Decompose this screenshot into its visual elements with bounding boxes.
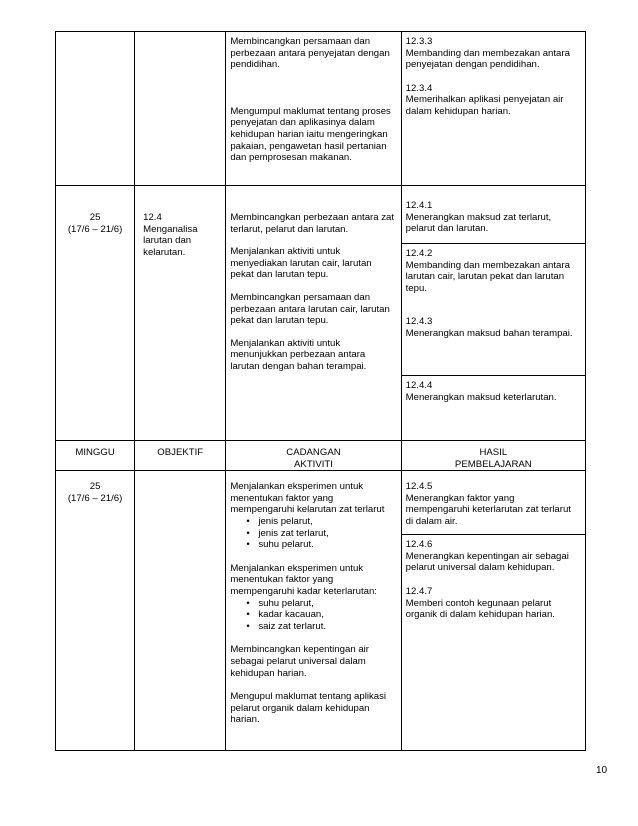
header-minggu: MINGGU: [56, 441, 135, 471]
header-hasil-pembelajaran: [401, 441, 585, 471]
activity-text: Menjalankan aktiviti untuk menunjukkan perbezaan antara larutan dengan bahan terampai.: [230, 337, 367, 372]
objective-cell: [135, 471, 226, 751]
activity-text: Menjalankan eksperimen untuk menentukan faktor yang mempengaruhi kelarutan zat terlarut: [230, 481, 385, 516]
week-dates: (17/6 – 21/6): [67, 223, 123, 235]
outcome-code: 12.4.5: [405, 481, 433, 493]
activity-text: Membincangkan persamaan dan perbezaan antara larutan cair, larutan pekat dan larutan tepu.: [230, 291, 390, 327]
table-row: [56, 32, 586, 186]
week-cell: [56, 186, 135, 441]
outcome-cell: [401, 186, 585, 441]
header-text: HASIL: [479, 447, 508, 458]
table-row: [56, 186, 586, 441]
outcome-text: Membanding dan membezakan antara penyejatan dengan pendidihan.: [405, 47, 570, 71]
week-dates: (17/6 – 21/6): [67, 492, 123, 504]
activity-text: Mengumpul maklumat tentang proses penyejatan dan aplikasinya dalam kehidupan harian iaitu mengeringkan pakaian, pengawetan hasil pertanian dan pemprosesan makanan.: [230, 105, 391, 164]
outcome-code: 12.4.6: [405, 539, 433, 551]
outcome-text: Memberi contoh kegunaan pelarut organik di dalam kehidupan harian.: [405, 597, 555, 621]
activity-cell: [226, 471, 401, 751]
factor-list: [230, 598, 396, 633]
activity-cell: [226, 32, 401, 186]
header-text: AKTIVITI: [294, 458, 333, 470]
list-item: • saiz zat terlarut.: [258, 621, 396, 633]
outcome-code: 12.4.2: [405, 248, 433, 259]
outcome-text: Menerangkan kepentingan air sebagai pelarut universal dalam kehidupan.: [405, 550, 569, 574]
lesson-plan-table: [55, 31, 586, 751]
header-text: PEMBELAJARAN: [454, 458, 532, 470]
outcome-text: Menerangkan faktor yang mempengaruhi keterlarutan zat terlarut di dalam air.: [405, 492, 571, 527]
list-item: • jenis pelarut,: [258, 516, 396, 528]
activity-text: Menjalankan eksperimen untuk menentukan faktor yang mempengaruhi kadar keterlarutan:: [230, 562, 377, 597]
week-number: 25: [89, 212, 101, 223]
outcome-code: 12.4.3: [405, 316, 433, 328]
outcome-text: Menerangkan maksud zat terlarut, pelarut dan larutan.: [405, 211, 552, 235]
header-objektif: OBJEKTIF: [135, 441, 226, 471]
week-cell: [56, 471, 135, 751]
outcome-cell: [401, 471, 585, 751]
activity-text: Menjalankan aktiviti untuk menyediakan larutan cair, larutan pekat dan larutan tepu.: [230, 246, 372, 281]
outcome-code: 12.4.7: [405, 585, 433, 597]
activity-cell: [226, 186, 401, 441]
outcome-text: Menerangkan maksud keterlarutan.: [405, 391, 557, 403]
table-header-row: [56, 441, 586, 471]
week-number: 25: [89, 481, 101, 493]
objective-cell: [135, 186, 226, 441]
activity-text: Membincangkan kepentingan air sebagai pelarut universal dalam kehidupan harian.: [230, 644, 369, 679]
outcome-text: Memerihalkan aplikasi penyejatan air dalam kehidupan harian.: [405, 94, 564, 117]
outcome-code: 12.3.3: [405, 36, 433, 47]
activity-text: Membincangkan persamaan dan perbezaan antara penyejatan dengan pendidihan.: [230, 36, 390, 71]
list-item: • kadar kacauan,: [258, 609, 396, 621]
table-row: [56, 471, 586, 751]
objective-text: 12.4 Menganalisa larutan dan kelarutan.: [143, 212, 198, 258]
list-item: • suhu pelarut,: [258, 598, 396, 610]
outcome-code: 12.4.4: [405, 380, 433, 391]
outcome-text: Menerangkan maksud bahan terampai.: [405, 327, 573, 339]
header-text: CADANGAN: [286, 447, 341, 458]
activity-text: Membincangkan perbezaan antara zat terlarut, pelarut dan larutan.: [230, 212, 395, 235]
page-number: 10: [596, 765, 608, 776]
header-cadangan-aktiviti: [226, 441, 401, 471]
activity-text: Mengupul maklumat tentang aplikasi pelarut organik dalam kehidupan harian.: [230, 691, 387, 726]
objective-cell: [135, 32, 226, 186]
factor-list: [230, 516, 396, 551]
outcome-cell: [401, 32, 585, 186]
outcome-text: Membanding dan membezakan antara larutan cair, larutan pekat dan larutan tepu.: [405, 259, 570, 294]
outcome-code: 12.4.1: [405, 200, 433, 211]
week-cell: [56, 32, 135, 186]
list-item: • suhu pelarut.: [258, 539, 396, 551]
outcome-code: 12.3.4: [405, 82, 433, 94]
list-item: • jenis zat terlarut,: [258, 528, 396, 540]
